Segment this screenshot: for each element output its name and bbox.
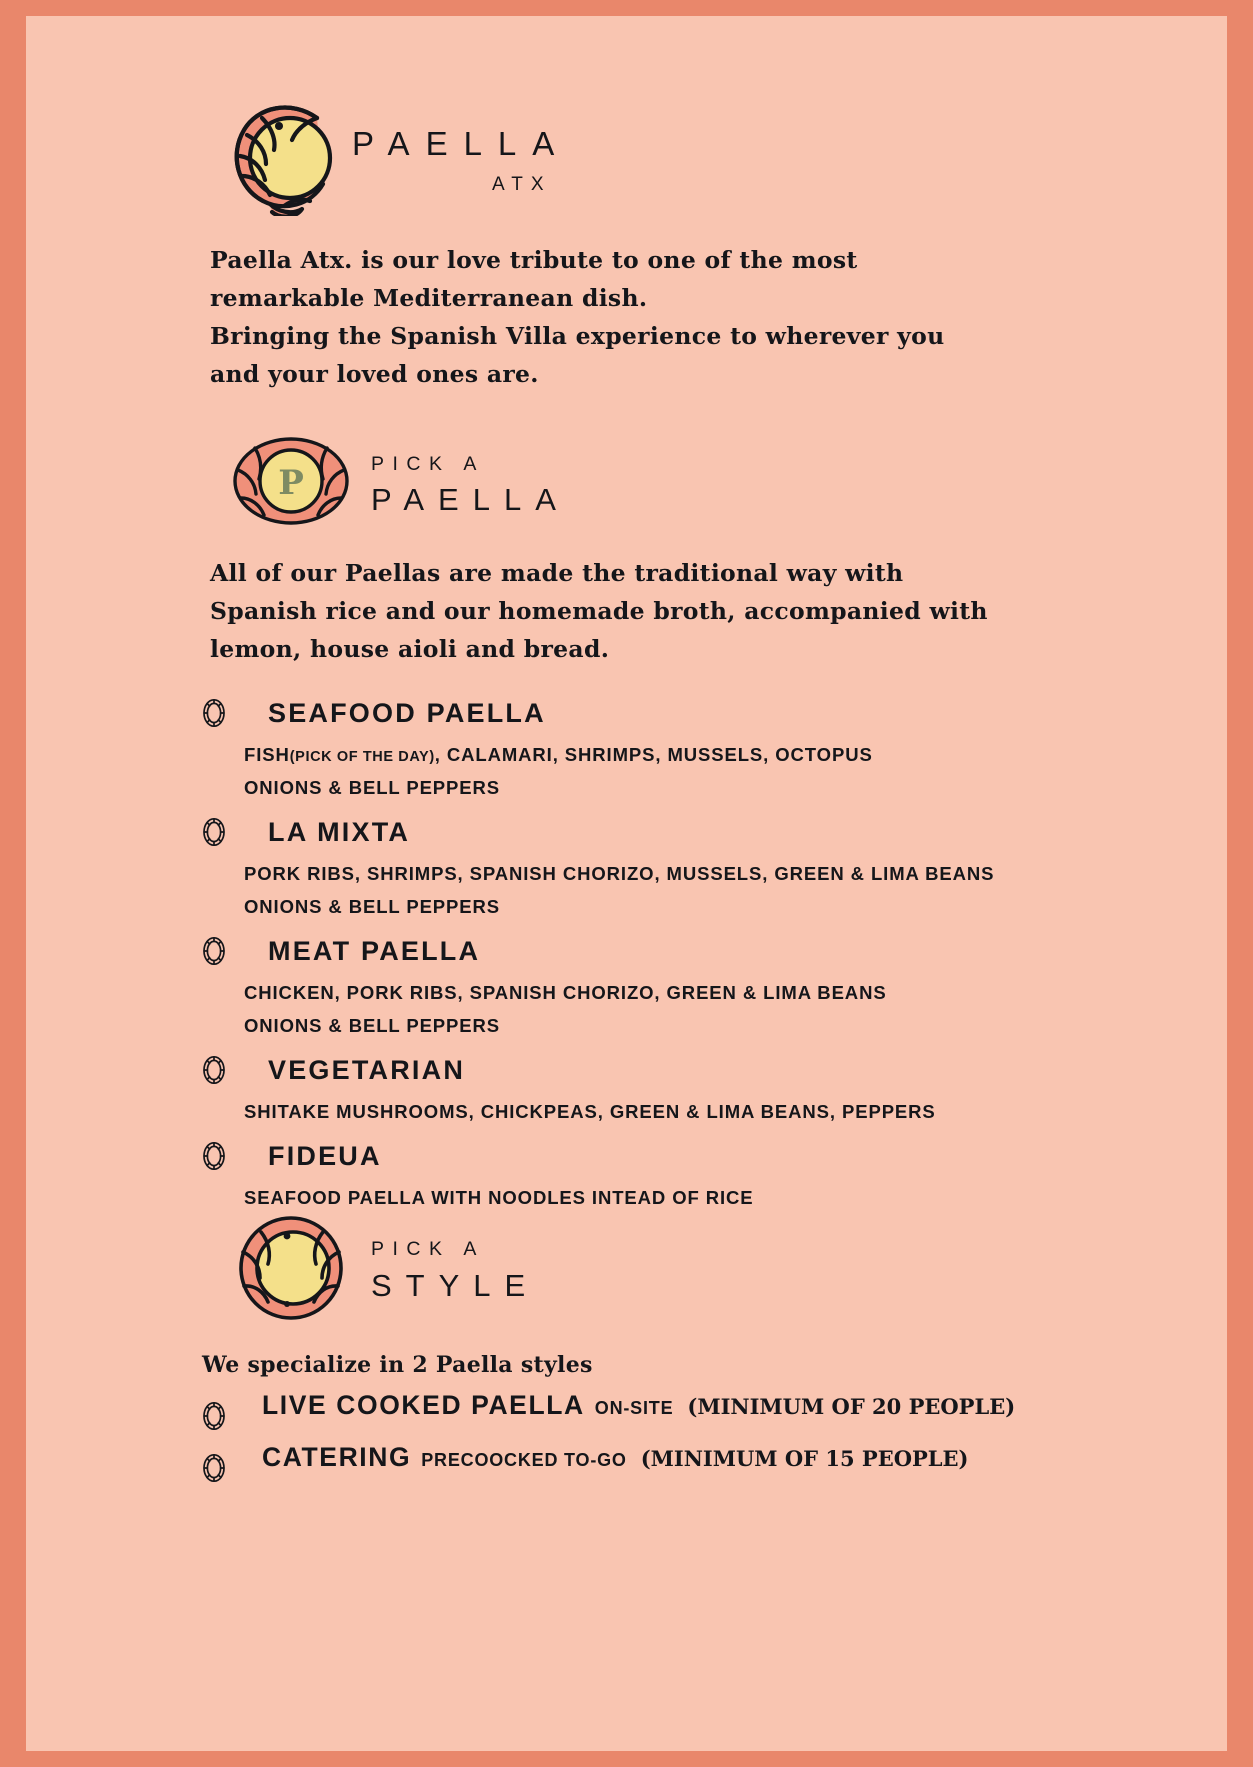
menu-item-name: VEGETARIAN bbox=[268, 1054, 466, 1085]
menu-item-heading bbox=[202, 694, 1102, 732]
paella-ring-icon bbox=[202, 1141, 226, 1171]
style-qualifier: ON-SITE bbox=[594, 1398, 674, 1418]
style-row bbox=[202, 1390, 1152, 1442]
menu-item-description-second: ONIONS & BELL PEPPERS bbox=[244, 777, 501, 798]
menu-item bbox=[202, 1137, 1102, 1209]
section-title: STYLE bbox=[371, 1268, 540, 1303]
menu-item-name: FIDEUA bbox=[268, 1140, 382, 1171]
section-header-paella bbox=[231, 436, 651, 531]
intro-line: remarkable Mediterranean dish. bbox=[210, 284, 648, 312]
menu-item-heading bbox=[202, 813, 1102, 851]
paella-ring-icon bbox=[202, 698, 226, 728]
menu-item-description: PORK RIBS, SHRIMPS, SPANISH CHORIZO, MUSSELS, GREEN & LIMA BEANS bbox=[244, 863, 995, 884]
desc-rest: , CALAMARI, SHRIMPS, MUSSELS, OCTOPUS bbox=[434, 744, 873, 765]
brand-name: PAELLA bbox=[352, 125, 571, 162]
menu-item-description: SEAFOOD PAELLA WITH NOODLES INTEAD OF RICE bbox=[244, 1187, 754, 1208]
brand-tagline: ATX bbox=[492, 174, 552, 195]
menu-item-name: LA MIXTA bbox=[268, 816, 411, 847]
intro-line: and your loved ones are. bbox=[210, 360, 539, 388]
intro-line: Bringing the Spanish Villa experience to wherever you bbox=[210, 322, 945, 350]
desc-lead: FISH bbox=[244, 744, 290, 765]
section-kicker: PICK A bbox=[371, 1238, 485, 1260]
menu-item-description: SHITAKE MUSHROOMS, CHICKPEAS, GREEN & LIMA BEANS, PEPPERS bbox=[244, 1101, 936, 1122]
menu-item-heading bbox=[202, 932, 1102, 970]
section-kicker: PICK A bbox=[371, 453, 485, 475]
shrimp-paella-pan-icon bbox=[231, 1216, 351, 1321]
spacer bbox=[202, 799, 1102, 813]
paella-note-line: lemon, house aioli and bread. bbox=[210, 635, 610, 663]
style-row bbox=[202, 1442, 1152, 1494]
brand-header bbox=[222, 88, 642, 218]
menu-item-name: SEAFOOD PAELLA bbox=[268, 697, 546, 728]
style-qualifier: PRECOOCKED TO-GO bbox=[421, 1450, 627, 1470]
spacer bbox=[202, 1123, 1102, 1137]
style-note: We specialize in 2 Paella styles bbox=[202, 1352, 593, 1378]
paella-ring-icon bbox=[202, 817, 226, 847]
paella-ring-icon bbox=[202, 1055, 226, 1085]
style-list bbox=[202, 1390, 1152, 1494]
menu-item bbox=[202, 1051, 1102, 1123]
paella-menu-list bbox=[202, 694, 1102, 1209]
spacer bbox=[202, 918, 1102, 932]
style-name: LIVE COOKED PAELLA bbox=[262, 1390, 585, 1420]
paella-pan-monogram-icon bbox=[231, 436, 351, 526]
section-title: PAELLA bbox=[371, 482, 570, 517]
paella-ring-icon bbox=[202, 1401, 226, 1431]
menu-page bbox=[26, 16, 1227, 1751]
menu-item-heading bbox=[202, 1137, 1102, 1175]
style-name: CATERING bbox=[262, 1442, 412, 1472]
intro-paragraph bbox=[210, 241, 1040, 393]
style-minimum: (MINIMUM OF 15 PEOPLE) bbox=[640, 1446, 969, 1471]
menu-item-description-second: ONIONS & BELL PEPPERS bbox=[244, 896, 501, 917]
section-header-style bbox=[231, 1216, 651, 1326]
menu-item-name: MEAT PAELLA bbox=[268, 935, 481, 966]
paella-note bbox=[210, 554, 1050, 668]
paella-note-line: All of our Paellas are made the traditional way with bbox=[210, 559, 904, 587]
paella-ring-icon bbox=[202, 1453, 226, 1483]
shrimp-paella-pan-icon bbox=[222, 88, 342, 216]
paella-ring-icon bbox=[202, 936, 226, 966]
menu-item-description bbox=[244, 744, 1102, 766]
menu-item bbox=[202, 694, 1102, 799]
menu-item bbox=[202, 932, 1102, 1037]
menu-item bbox=[202, 813, 1102, 918]
badge-monogram-letter: P bbox=[278, 463, 304, 503]
intro-line: Paella Atx. is our love tribute to one of the most bbox=[210, 246, 858, 274]
menu-item-description-second: ONIONS & BELL PEPPERS bbox=[244, 1015, 501, 1036]
paella-note-line: Spanish rice and our homemade broth, accompanied with bbox=[210, 597, 988, 625]
desc-parenthetical: (PICK OF THE DAY) bbox=[289, 749, 435, 765]
menu-item-description: CHICKEN, PORK RIBS, SPANISH CHORIZO, GREEN & LIMA BEANS bbox=[244, 982, 887, 1003]
menu-item-heading bbox=[202, 1051, 1102, 1089]
spacer bbox=[202, 1037, 1102, 1051]
style-minimum: (MINIMUM OF 20 PEOPLE) bbox=[687, 1394, 1016, 1419]
